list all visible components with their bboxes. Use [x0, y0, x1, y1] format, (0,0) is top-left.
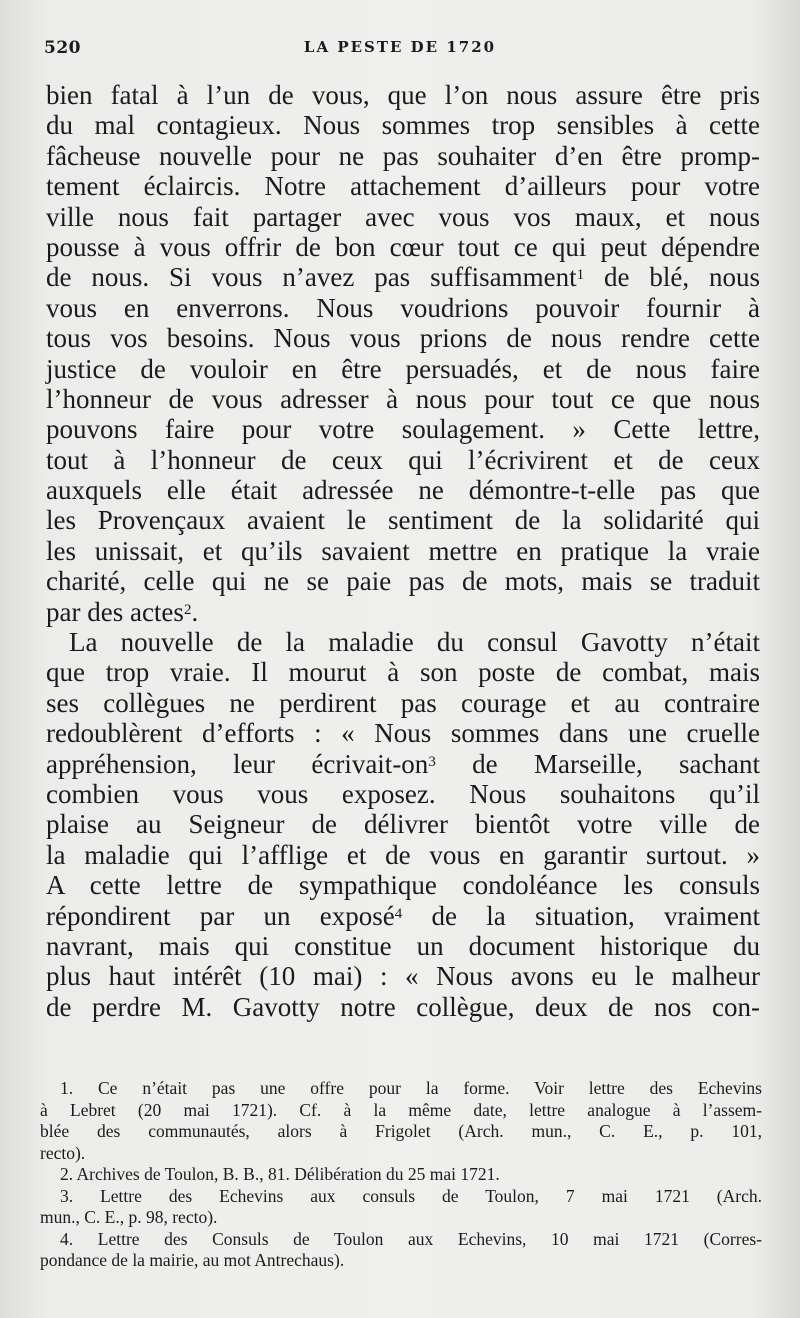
footnotes	[40, 1078, 762, 1272]
body-line-text: répondirent par un exposé	[46, 900, 395, 931]
body-line: les Provençaux avaient le sentiment de la solidarité qui	[46, 505, 760, 536]
body-line: pousse à vous offrir de bon cœur tout ce qui peut dépendre	[46, 231, 760, 262]
body-line: ses collègues ne perdirent pas courage et au contraire	[46, 687, 760, 718]
body-line: fâcheuse nouvelle pour ne pas souhaiter d’en être promp-	[46, 140, 760, 171]
body-line: combien vous vous exposez. Nous souhaitons qu’il	[46, 778, 760, 809]
body-line: tement éclaircis. Notre attachement d’ailleurs pour votre	[46, 171, 760, 202]
footnote-line: recto).	[40, 1142, 86, 1163]
body-line	[46, 901, 760, 931]
body-line: redoublèrent d’efforts : « Nous sommes dans une cruelle	[46, 718, 760, 749]
body-line: du mal contagieux. Nous sommes trop sensibles à cette	[46, 110, 760, 141]
body-line: ville nous fait partager avec vous vos maux, et nous	[46, 201, 760, 232]
running-title: LA PESTE DE 1720	[303, 38, 497, 56]
footnote-line: blée des communautés, alors à Frigolet (Arch. mun., C. E., p. 101,	[40, 1121, 762, 1141]
body-line: plus haut intérêt (10 mai) : « Nous avons eu le malheur	[46, 961, 760, 992]
body-line	[46, 597, 760, 627]
body-line: justice de vouloir en être persuadés, et de nous faire	[46, 353, 760, 384]
footnote-ref-1[interactable]: 1	[576, 267, 585, 284]
body-line-text: de la situation, vraiment	[402, 900, 761, 931]
body-line-text: de Marseille, sachant	[435, 748, 760, 779]
body-line	[46, 262, 760, 292]
body-line: tout à l’honneur de ceux qui l’écrivirent et de ceux	[46, 444, 760, 475]
body-line-text: .	[191, 596, 199, 627]
footnote-ref-4[interactable]: 4	[394, 905, 403, 922]
body-text	[46, 80, 760, 1022]
body-line: charité, celle qui ne se paie pas de mots, mais se traduit	[46, 566, 760, 597]
body-line: La nouvelle de la maladie du consul Gavotty n’était	[69, 627, 760, 658]
body-line-text: de nous. Si vous n’avez pas suffisamment	[46, 262, 577, 293]
running-head	[44, 38, 756, 64]
body-line-text: de blé, nous	[584, 262, 760, 293]
body-line: pouvons faire pour votre soulagement. » Cette lettre,	[46, 414, 760, 445]
page-number: 520	[44, 38, 81, 58]
body-line-text: appréhension, leur écrivait-on	[46, 748, 429, 779]
body-line: tous vos besoins. Nous vous prions de nous rendre cette	[46, 323, 760, 354]
body-line: que trop vraie. Il mourut à son poste de combat, mais	[46, 657, 760, 688]
body-line: navrant, mais qui constitue un document historique du	[46, 930, 760, 961]
footnote-line: mun., C. E., p. 98, recto).	[40, 1207, 218, 1227]
footnote-line: à Lebret (20 mai 1721). Cf. à la même date, lettre analogue à l’assem-	[40, 1099, 762, 1120]
body-line	[46, 749, 760, 779]
body-line: l’honneur de vous adresser à nous pour tout ce que nous	[46, 383, 760, 414]
footnote-ref-2[interactable]: 2	[183, 601, 192, 618]
footnote-4: 4. Lettre des Consuls de Toulon aux Echevins, 10 mai 1721 (Corres-	[60, 1228, 762, 1249]
footnote-line: pondance de la mairie, au mot Antrechaus).	[40, 1250, 345, 1270]
body-line: de perdre M. Gavotty notre collègue, deux de nos con-	[46, 991, 760, 1022]
footnote-3: 3. Lettre des Echevins aux consuls de Toulon, 7 mai 1721 (Arch.	[60, 1185, 762, 1206]
body-line: plaise au Seigneur de délivrer bientôt votre ville de	[46, 809, 760, 840]
footnote-1: 1. Ce n’était pas une offre pour la forme. Voir lettre des Echevins	[60, 1078, 762, 1098]
body-line: la maladie qui l’afflige et de vous en garantir surtout. »	[46, 839, 760, 870]
body-line: A cette lettre de sympathique condoléance les consuls	[46, 870, 760, 901]
body-line: bien fatal à l’un de vous, que l’on nous assure être pris	[46, 80, 760, 110]
footnote-2: 2. Archives de Toulon, B. B., 81. Délibération du 25 mai 1721.	[60, 1164, 500, 1184]
body-line: auxquels elle était adressée ne démontre-t-elle pas que	[46, 475, 760, 506]
body-line-text: par des actes	[46, 596, 184, 627]
body-line: vous en enverrons. Nous voudrions pouvoir fournir à	[46, 292, 760, 323]
body-line: les unissait, et qu’ils savaient mettre en pratique la vraie	[46, 535, 760, 566]
footnote-ref-3[interactable]: 3	[428, 753, 436, 770]
